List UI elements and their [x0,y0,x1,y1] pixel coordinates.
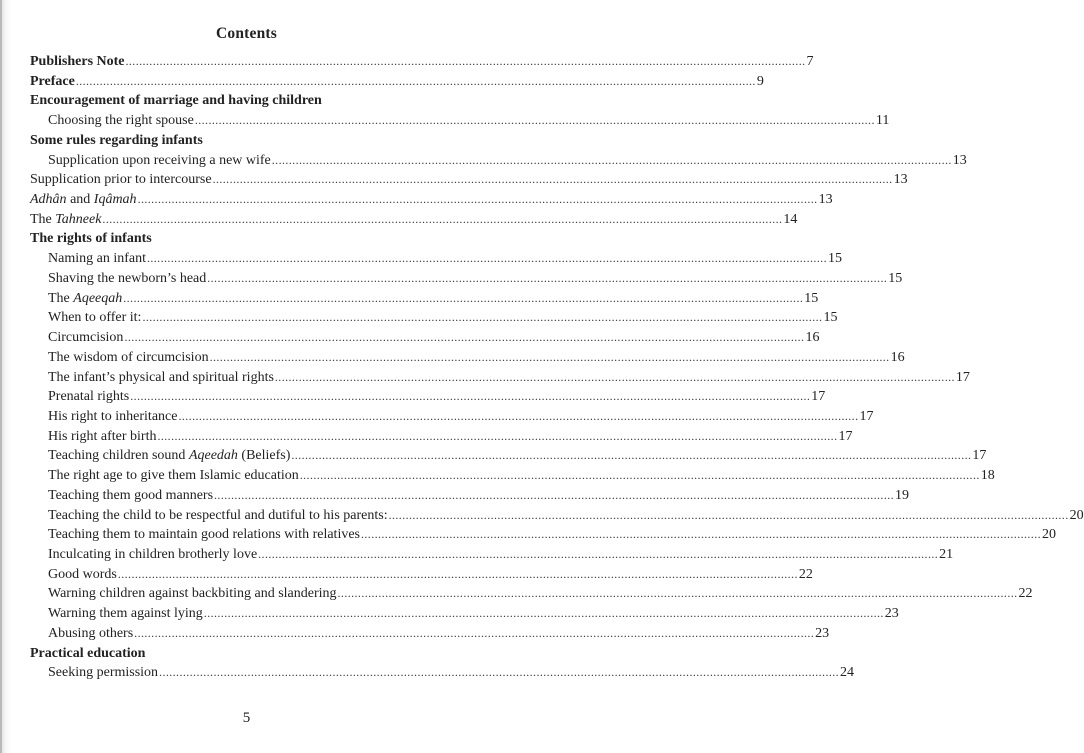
toc-entry [30,190,833,210]
toc-entry-title: Supplication prior to intercourse [30,172,212,188]
toc-entry-title: Encouragement of marriage and having children [30,93,322,109]
toc-entry [30,151,967,171]
toc-page-number: 16 [890,349,905,365]
toc-entry-title: Publishers Note [30,54,125,69]
toc-page-number: 11 [875,113,890,129]
page-number: 5 [242,710,251,726]
toc-entry-title: Teaching them good manners [48,487,214,503]
toc-page-number: 13 [952,152,967,168]
toc-entry-title [48,446,290,466]
toc-entry [30,663,855,683]
title-text: (Beliefs) [237,448,291,464]
dot-leader: ........................................................................................................................................................................................................ [194,113,875,128]
toc-entry [30,269,903,289]
toc-page-number: 13 [893,172,908,188]
toc-entry-title: His right to inheritance [48,408,178,424]
toc-entry-title: Choosing the right spouse [48,113,194,129]
toc-entry [30,604,899,624]
toc-entry-title: Teaching the child to be respectful and dutiful to his parents: [48,507,388,523]
toc-entry-title: The infant’s physical and spiritual rights [48,369,274,385]
toc-page-number: 23 [884,606,899,622]
dot-leader: ........................................................................................................................................................................................................ [299,468,980,483]
italic-term: Tahneek [55,211,102,227]
toc-entry [30,91,442,111]
toc-entry-title: The wisdom of circumcision [48,349,209,365]
dot-leader: ........................................................................................................................................................................................................ [117,566,798,581]
dot-leader: ........................................................................................................................................................................................................ [146,251,827,266]
toc-entry [30,545,954,565]
toc-entry-title [48,289,122,309]
italic-term: Iqâmah [93,192,137,208]
dot-leader: ........................................................................................................................................................................................................ [124,330,805,345]
toc-entry-title [30,190,137,210]
toc-entry [30,170,908,190]
toc-page-number: 22 [798,566,813,582]
toc-page-number: 19 [895,487,910,503]
toc-entry-title: Teaching them to maintain good relations with relatives [48,527,360,543]
toc-entry [30,506,1084,526]
dot-leader: ........................................................................................................................................................................................................ [209,349,890,364]
toc-page-number: 15 [827,251,842,267]
dot-leader: ........................................................................................................................................................................................................ [178,408,859,423]
title-text: Teaching children sound [48,448,189,464]
table-of-contents [30,52,1084,683]
toc-entry-title: The right age to give them Islamic education [48,468,299,484]
toc-page-number: 9 [756,73,764,89]
toc-page-number: 17 [972,448,987,464]
dot-leader: ........................................................................................................................................................................................................ [134,625,815,640]
toc-page-number: 18 [980,468,995,484]
toc-page-number: 17 [811,389,826,405]
toc-entry [30,427,853,447]
page-title: Contents [215,25,278,42]
toc-page-number: 17 [859,408,874,424]
dot-leader: ........................................................................................................................................................................................................ [102,211,783,226]
dot-leader: ........................................................................................................................................................................................................ [157,428,838,443]
dot-leader: ........................................................................................................................................................................................................ [388,507,1069,522]
toc-page-number: 15 [804,290,819,306]
toc-entry-title: Prenatal rights [48,389,130,405]
toc-page-number: 20 [1069,507,1084,523]
toc-entry [30,624,830,644]
toc-page-number: 15 [823,310,838,326]
toc-entry-title: His right after birth [48,428,157,444]
title-text: The [30,211,56,227]
title-text: The [48,290,74,306]
toc-entry-title: Warning them against lying [48,606,203,622]
dot-leader: ........................................................................................................................................................................................................ [125,54,806,68]
toc-entry [30,486,910,506]
toc-page-number: 17 [838,428,853,444]
toc-page-number: 14 [783,211,798,227]
toc-entry-title: Supplication upon receiving a new wife [48,152,271,168]
toc-entry [30,466,995,486]
toc-entry [30,348,905,368]
toc-entry [30,565,813,585]
toc-entry-title: Seeking permission [48,665,159,681]
italic-term: Aqeedah [188,448,238,464]
toc-entry [30,289,819,309]
toc-entry-title: Naming an infant [48,251,146,267]
toc-entry [30,210,798,230]
dot-leader: ........................................................................................................................................................................................................ [142,310,823,325]
toc-page-number: 21 [939,546,954,562]
toc-page-number: 23 [815,625,830,641]
toc-entry-title: Inculcating in children brotherly love [48,546,258,562]
toc-entry-title: The rights of infants [30,231,152,247]
dot-leader: ........................................................................................................................................................................................................ [137,192,818,207]
dot-leader: ........................................................................................................................................................................................................ [130,389,811,404]
toc-entry [30,644,442,664]
dot-leader: ........................................................................................................................................................................................................ [337,586,1018,601]
toc-entry-title: Good words [48,566,117,582]
toc-entry-title: When to offer it: [48,310,142,326]
toc-entry-title: Some rules regarding infants [30,132,203,148]
toc-entry [30,308,838,328]
toc-entry [30,407,874,427]
toc-entry-title: Shaving the newborn’s head [48,270,207,286]
toc-entry [30,368,970,388]
italic-term: Aqeeqah [73,290,123,306]
toc-entry [30,131,442,151]
dot-leader: ........................................................................................................................................................................................................ [75,73,756,88]
toc-entry [30,111,890,131]
dot-leader: ........................................................................................................................................................................................................ [258,546,939,561]
toc-page-number: 22 [1018,586,1033,602]
toc-entry-title: Practical education [30,645,146,661]
toc-page-number: 13 [818,192,833,208]
toc-page-number: 7 [806,54,814,69]
dot-leader: ........................................................................................................................................................................................................ [212,172,893,187]
toc-page-number: 20 [1042,527,1056,543]
toc-entry [30,72,764,92]
dot-leader: ........................................................................................................................................................................................................ [159,665,840,680]
toc-entry-title [30,210,101,230]
toc-page-number: 15 [888,270,903,286]
toc-entry [30,387,826,407]
toc-entry-title: Warning children against backbiting and slandering [48,586,337,602]
dot-leader: ........................................................................................................................................................................................................ [271,152,952,167]
toc-page-number: 24 [840,665,855,681]
dot-leader: ........................................................................................................................................................................................................ [207,270,888,285]
toc-entry [30,525,1056,545]
dot-leader: ........................................................................................................................................................................................................ [123,290,804,305]
dot-leader: ........................................................................................................................................................................................................ [203,606,884,621]
italic-term: Adhân [30,192,67,208]
dot-leader: ........................................................................................................................................................................................................ [274,369,955,384]
toc-entry [30,584,1033,604]
toc-entry-title: Abusing others [48,625,134,641]
dot-leader: ........................................................................................................................................................................................................ [214,487,895,502]
dot-leader: ........................................................................................................................................................................................................ [361,527,1041,542]
toc-entry [30,328,820,348]
dot-leader: ........................................................................................................................................................................................................ [291,448,972,463]
toc-entry [30,446,987,466]
toc-entry [30,249,842,269]
toc-entry [30,52,814,72]
toc-entry [30,229,442,249]
toc-page-number: 16 [805,330,820,346]
title-text: and [66,192,94,208]
toc-entry-title: Circumcision [48,330,124,346]
toc-page-number: 17 [955,369,970,385]
toc-entry-title: Preface [30,73,75,89]
